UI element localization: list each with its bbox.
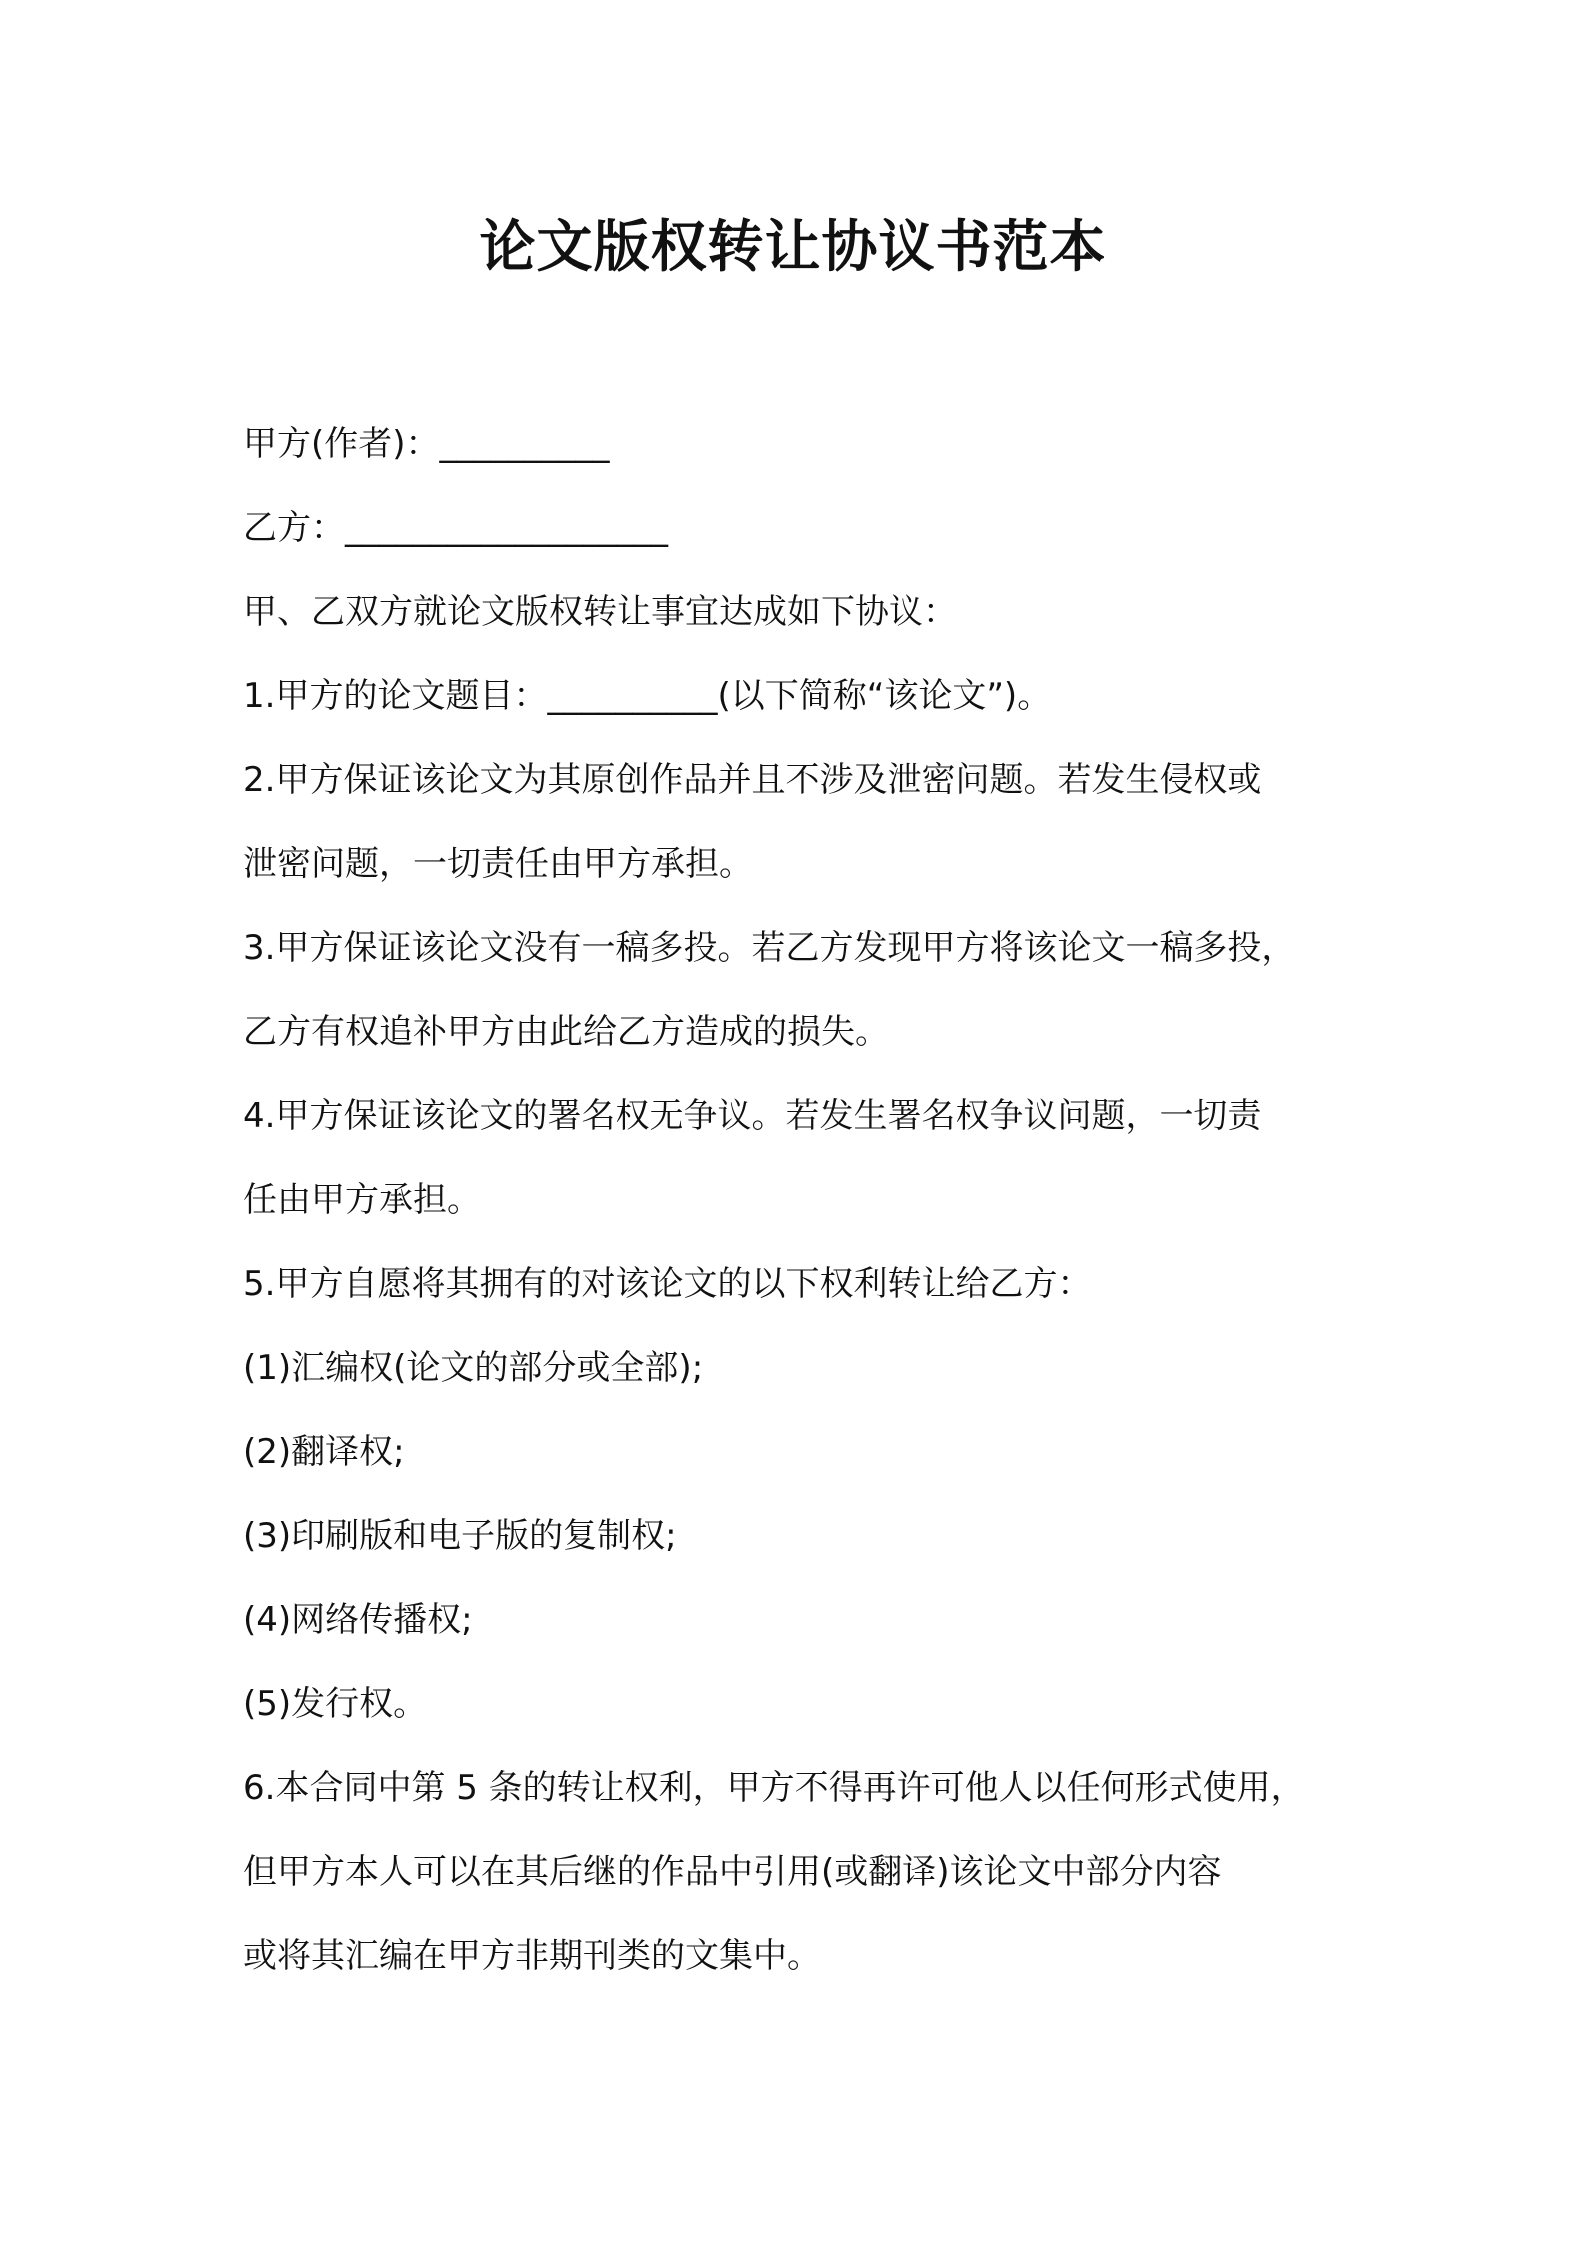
document-title: 论文版权转让协议书范本 <box>479 215 1107 280</box>
clause-4-line-2: 任由甲方承担。 <box>243 1180 481 1220</box>
clause-4-line-1: 4.甲方保证该论文的署名权无争议。若发生署名权争议问题，一切责 <box>243 1096 1262 1136</box>
clause-6-line-1: 6.本合同中第 5 条的转让权利，甲方不得再许可他人以任何形式使用， <box>243 1768 1305 1808</box>
clause-6-line-2: 但甲方本人可以在其后继的作品中引用(或翻译)该论文中部分内容 <box>243 1852 1222 1892</box>
clause-5-item-3: (3)印刷版和电子版的复制权; <box>243 1516 677 1556</box>
clause-5-item-5: (5)发行权。 <box>243 1684 428 1724</box>
clause-5-item-4: (4)网络传播权; <box>243 1600 473 1640</box>
clause-5-item-2: (2)翻译权; <box>243 1432 405 1472</box>
clause-1: 1.甲方的论文题目：__________(以下简称“该论文”)。 <box>243 676 1052 716</box>
clause-5-item-1: (1)汇编权(论文的部分或全部); <box>243 1348 704 1388</box>
clause-6-line-3: 或将其汇编在甲方非期刊类的文集中。 <box>243 1936 821 1976</box>
agreement-intro: 甲、乙双方就论文版权转让事宜达成如下协议： <box>243 592 957 632</box>
party-b-line: 乙方：___________________ <box>243 508 668 548</box>
party-a-line: 甲方(作者)：__________ <box>243 424 610 464</box>
document-body <box>243 402 1383 1998</box>
clause-5: 5.甲方自愿将其拥有的对该论文的以下权利转让给乙方： <box>243 1264 1092 1304</box>
clause-3-line-1: 3.甲方保证该论文没有一稿多投。若乙方发现甲方将该论文一稿多投， <box>243 928 1296 968</box>
clause-2-line-1: 2.甲方保证该论文为其原创作品并且不涉及泄密问题。若发生侵权或 <box>243 760 1262 800</box>
clause-2-line-2: 泄密问题，一切责任由甲方承担。 <box>243 844 753 884</box>
clause-3-line-2: 乙方有权追补甲方由此给乙方造成的损失。 <box>243 1012 889 1052</box>
